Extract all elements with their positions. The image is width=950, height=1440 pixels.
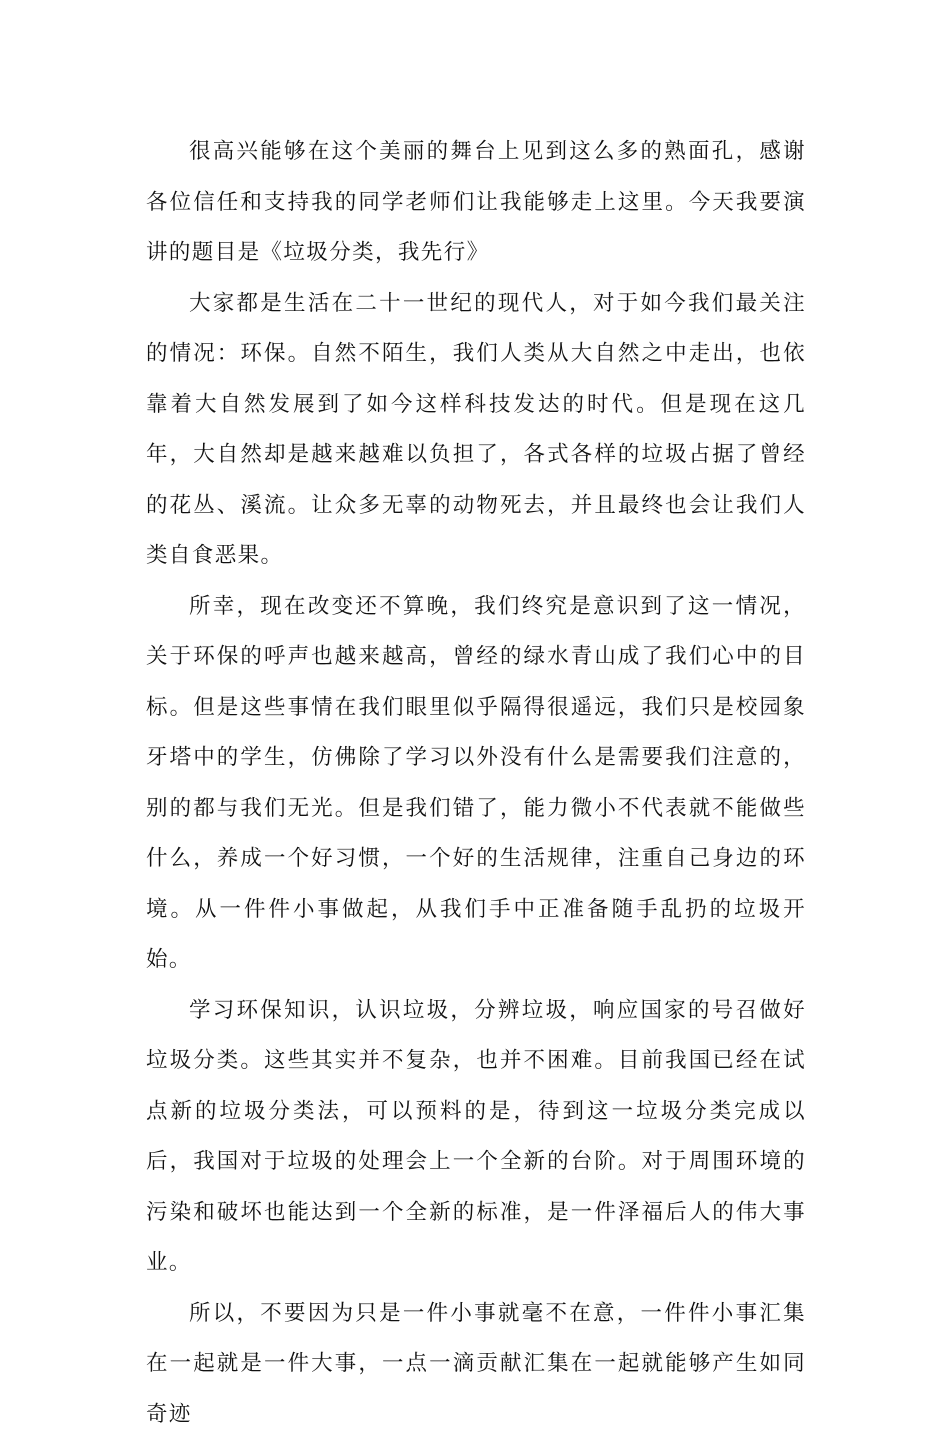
paragraph-4: 学习环保知识，认识垃圾，分辨垃圾，响应国家的号召做好垃圾分类。这些其实并不复杂，也并不困难。目前我国已经在试点新的垃圾分类法，可以预料的是，待到这一垃圾分类完成以后，我国对于垃圾的处理会上一个全新的台阶。对于周围环境的污染和破坏也能达到一个全新的标准，是一件泽福后人的伟大事业。 xyxy=(146,986,806,1289)
paragraph-3: 所幸，现在改变还不算晚，我们终究是意识到了这一情况，关于环保的呼声也越来越高，曾经的绿水青山成了我们心中的目标。但是这些事情在我们眼里似乎隔得很遥远，我们只是校园象牙塔中的学生，仿佛除了学习以外没有什么是需要我们注意的，别的都与我们无光。但是我们错了，能力微小不代表就不能做些什么，养成一个好习惯，一个好的生活规律，注重自己身边的环境。从一件件小事做起，从我们手中正准备随手乱扔的垃圾开始。 xyxy=(146,582,806,986)
paragraph-5: 所以，不要因为只是一件小事就毫不在意，一件件小事汇集在一起就是一件大事，一点一滴贡献汇集在一起就能够产生如同奇迹 xyxy=(146,1289,806,1440)
paragraph-1: 很高兴能够在这个美丽的舞台上见到这么多的熟面孔，感谢各位信任和支持我的同学老师们让我能够走上这里。今天我要演讲的题目是《垃圾分类，我先行》 xyxy=(146,127,806,279)
document-body xyxy=(146,127,806,1440)
paragraph-2: 大家都是生活在二十一世纪的现代人，对于如今我们最关注的情况：环保。自然不陌生，我们人类从大自然之中走出，也依靠着大自然发展到了如今这样科技发达的时代。但是现在这几年，大自然却是越来越难以负担了，各式各样的垃圾占据了曾经的花丛、溪流。让众多无辜的动物死去，并且最终也会让我们人类自食恶果。 xyxy=(146,279,806,582)
